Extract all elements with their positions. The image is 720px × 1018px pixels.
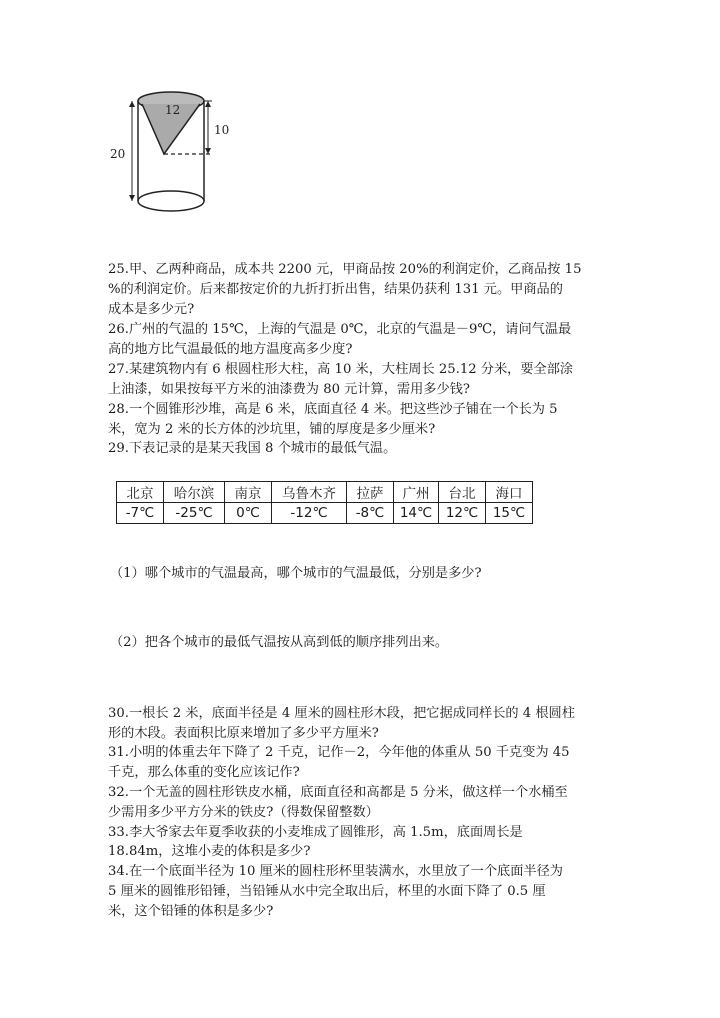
city-cell: 南京 [225,482,272,503]
problem-26-line-2: 高的地方比气温最低的地方温度高多少度? [108,342,353,357]
temp-cell: -8℃ [347,503,394,524]
problem-33-line-2: 18.84m，这堆小麦的体积是多少? [108,844,311,859]
problem-25-line-3: 成本是多少元? [108,302,195,317]
problem-32-line-2: 少需用多少平方分米的铁皮?（得数保留整数） [108,805,379,820]
city-cell: 哈尔滨 [164,482,225,503]
temp-cell: -12℃ [272,503,347,524]
problem-34-line-2: 5 厘米的圆锥形铅锤，当铅锤从水中完全取出后，杯里的水面下降了 0.5 厘 [108,884,546,899]
city-cell: 台北 [439,482,486,503]
figure-label-right: 10 [214,123,230,137]
city-cell: 乌鲁木齐 [272,482,347,503]
problem-34-line-3: 米，这个铅锤的体积是多少? [108,904,274,919]
problem-31-line-1: 31.小明的体重去年下降了 2 千克，记作－2，今年他的体重从 50 千克变为 45 [108,745,570,760]
problem-25-line-2: %的利润定价。后来都按定价的九折打折出售，结果仍获利 131 元。甲商品的 [108,282,563,297]
city-cell: 广州 [394,482,439,503]
problem-29-subq-1: （1）哪个城市的气温最高，哪个城市的气温最低，分别是多少? [110,566,482,581]
problem-29-subq-2: （2）把各个城市的最低气温按从高到低的顺序排列出来。 [110,635,449,650]
figure-label-top: 12 [165,103,181,117]
problem-26-line-1: 26.广州的气温的 15℃，上海的气温是 0℃，北京的气温是－9℃，请问气温最 [108,322,572,337]
temp-cell: 15℃ [486,503,533,524]
temp-cell: 14℃ [394,503,439,524]
problem-30-line-2: 形的木段。表面积比原来增加了多少平方厘米? [108,726,379,741]
problem-30-line-1: 30.一根长 2 米，底面半径是 4 厘米的圆柱形木段，把它据成同样长的 4 根圆柱 [108,706,575,721]
arrow-left-bottom [129,195,135,201]
city-cell: 拉萨 [347,482,394,503]
problem-33-line-1: 33.李大爷家去年夏季收获的小麦堆成了圆锥形，高 1.5m，底面周长是 [108,825,523,840]
temperature-table [116,481,533,524]
figure-label-left: 20 [110,147,126,161]
city-row [117,482,533,503]
temp-cell: -25℃ [164,503,225,524]
arrow-right-top [205,101,211,107]
problem-31-line-2: 千克，那么体重的变化应该记作? [108,765,300,780]
arrow-left-top [129,101,135,107]
problem-25-line-1: 25.甲、乙两种商品，成本共 2200 元，甲商品按 20%的利润定价，乙商品按 15 [108,262,582,277]
arrow-right-bottom [205,148,211,154]
cylinder-cone-figure [104,84,244,224]
temp-row [117,503,533,524]
temp-cell: 0℃ [225,503,272,524]
temperature-table-wrap [116,481,533,524]
problem-28-line-2: 米，宽为 2 米的长方体的沙坑里，铺的厚度是多少厘米? [108,422,436,437]
cylinder-cone-diagram [104,84,244,224]
problem-29-line-1: 29.下表记录的是某天我国 8 个城市的最低气温。 [108,441,397,456]
problem-28-line-1: 28.一个圆锥形沙堆，高是 6 米，底面直径 4 米。把这些沙子铺在一个长为 5 [108,402,558,417]
problem-32-line-1: 32.一个无盖的圆柱形铁皮水桶，底面直径和高都是 5 分米，做这样一个水桶至 [108,785,568,800]
temp-cell: 12℃ [439,503,486,524]
problem-27-line-1: 27.某建筑物内有 6 根圆柱形大柱，高 10 米，大柱周长 25.12 分米，要全部涂 [108,362,574,377]
city-cell: 北京 [117,482,164,503]
temp-cell: -7℃ [117,503,164,524]
problem-27-line-2: 上油漆，如果按每平方米的油漆费为 80 元计算，需用多少钱? [108,382,470,397]
city-cell: 海口 [486,482,533,503]
problem-34-line-1: 34.在一个底面半径为 10 厘米的圆柱形杯里装满水，水里放了一个底面半径为 [108,864,563,879]
cylinder-bottom-ellipse [138,191,204,211]
